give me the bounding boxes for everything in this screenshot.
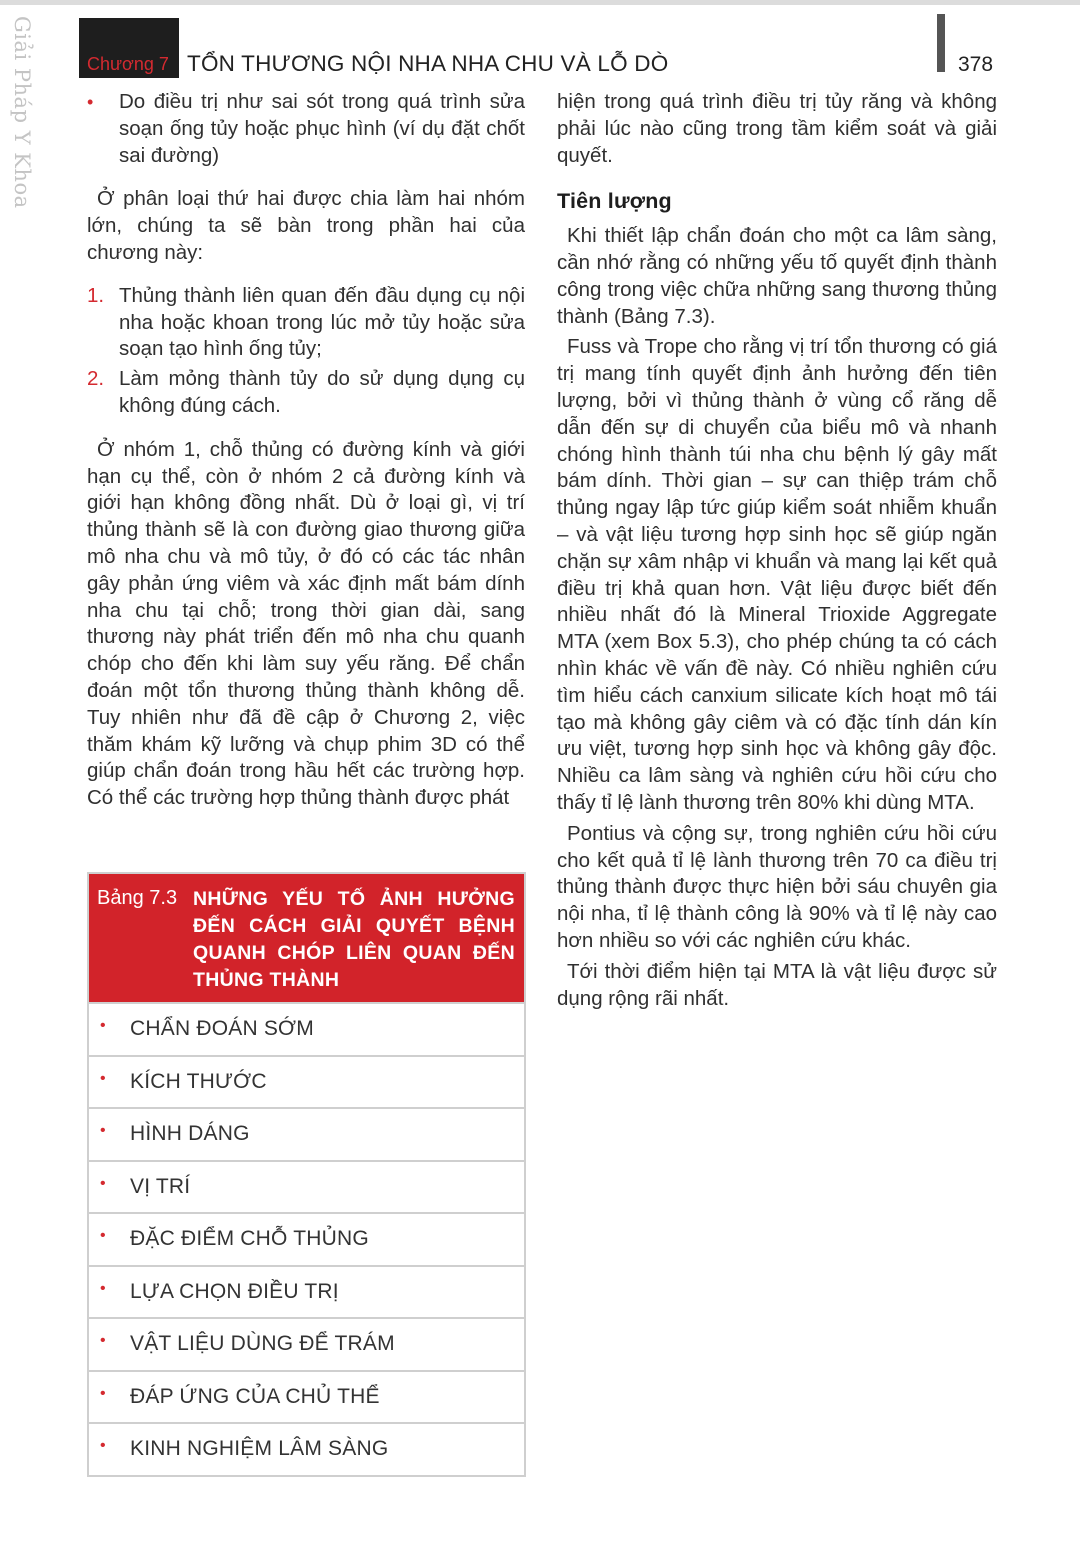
bullet-marker: • [100,1279,106,1297]
factors-table [87,872,526,1477]
table-cell: KINH NGHIỆM LÂM SÀNG [130,1437,389,1460]
paragraph: hiện trong quá trình điều trị tủy răng và không phải lúc nào cũng trong tầm kiểm soát và giải quyết. [557,90,997,167]
table-cell: ĐẶC ĐIỂM CHỖ THỦNG [130,1227,369,1250]
table-row [89,1265,524,1318]
numbered-item [87,283,525,363]
bullet-item [87,89,525,169]
table-cell: KÍCH THƯỚC [130,1069,267,1093]
table-header [89,874,524,1002]
bullet-marker: • [100,1069,106,1087]
right-column [557,89,997,1012]
paragraph: Ở phân loại thứ hai được chia làm hai nhóm lớn, chúng ta sẽ bàn trong phần hai của chương này: [87,187,525,264]
table-cell: VỊ TRÍ [130,1174,191,1198]
table-cell: ĐÁP ỨNG CỦA CHỦ THỂ [130,1384,380,1408]
chapter-label: Chương 7 [87,54,169,74]
page-number: 378 [958,53,994,76]
table-row [89,1055,524,1108]
paragraph: Tới thời điểm hiện tại MTA là vật liệu được sử dụng rộng rãi nhất. [557,959,997,1010]
numbered-item [87,366,525,420]
paragraph: Khi thiết lập chẩn đoán cho một ca lâm sàng, cần nhớ rằng có những yếu tố quyết định thành công trong việc chữa những sang thương thủng thành (Bảng 7.3). [557,224,997,328]
table-row [89,1107,524,1160]
bullet-marker: • [100,1437,106,1454]
bullet-marker: • [100,1174,106,1192]
table-cell: CHẨN ĐOÁN SỚM [130,1017,314,1040]
chapter-title: TỔN THƯƠNG NỘI NHA NHA CHU VÀ LỖ DÒ [187,51,669,76]
paragraph: Pontius và cộng sự, trong nghiên cứu hồi cứu cho kết quả tỉ lệ lành thương trên 70 ca điều trị thủng thành được thực hiện bởi sáu chuyên gia nội nha, tỉ lệ thành công là 90% và tỉ lệ này cao hơn nhiều so với các nghiên cứu khác. [557,821,997,952]
table-row [89,1212,524,1265]
paragraph: Ở nhóm 1, chỗ thủng có đường kính và giới hạn cụ thể, còn ở nhóm 2 cả đường kính và giới hạn không đồng nhất. Dù ở loại gì, vị trí thủng thành sẽ là con đường giao thương giữa mô nha chu và mô tủy, ở đó có các tác nhân gây phản ứng viêm và xác định mất bám dính nha chu tại chỗ; trong thời gian dài, sang thương này phát triển đến mô nha chu quanh chóp cho đến khi làm suy yếu răng. Để chẩn đoán một tổn thương thủng thành không dễ. Tuy nhiên như đã đề cập ở Chương 2, việc thăm khám kỹ lưỡng và chụp phim 3D có thể giúp chẩn đoán trong hầu hết các trường hợp. Có thể các trường hợp thủng thành được phát [87,437,525,810]
bullet-marker: • [100,1384,106,1402]
section-heading: Tiên lượng [557,189,672,214]
top-border [0,0,1080,5]
table-label: Bảng 7.3 [97,887,178,909]
bullet-marker: • [100,1332,106,1349]
page-header [79,18,999,78]
item-number: 1. [87,283,105,307]
bullet-marker: • [100,1227,106,1244]
bullet-marker: • [87,92,94,112]
table-row [89,1422,524,1475]
table-row [89,1317,524,1370]
table-cell: LỰA CHỌN ĐIỀU TRỊ [130,1279,339,1303]
table-title: NHỮNG YẾU TỐ ẢNH HƯỞNG ĐẾN CÁCH GIẢI QUYẾT BỆNH QUANH CHÓP LIÊN QUAN ĐẾN THỦNG THÀNH [193,888,515,991]
bullet-text: Do điều trị như sai sót trong quá trình sửa soạn ống tủy hoặc phục hình (ví dụ đặt chốt sai đường) [119,90,525,167]
table-row [89,1160,524,1213]
table-cell: VẬT LIỆU DÙNG ĐỂ TRÁM [130,1332,395,1355]
numbered-list [87,283,525,420]
bullet-marker: • [100,1017,106,1034]
item-number: 2. [87,367,105,391]
publisher-watermark: Giải Pháp Y Khoa [10,16,34,209]
paragraph: Fuss và Trope cho rằng vị trí tổn thương có giá trị mang tính quyết định ảnh hưởng đến tiên lượng, bởi vì thủng thành ở vùng cổ răng dễ dẫn đến sự di chuyển của biểu mô và nhanh chóng hình thành túi nha chu bệnh lý gây mất bám dính. Thời gian – sự can thiệp trám chỗ thủng ngay lập tức giúp kiểm soát nhiễm khuẩn – và vật liệu tương hợp sinh học sẽ giúp ngăn chặn sự xâm nhập vi khuẩn và mang lại kết quả điều trị khả quan hơn. Vật liệu được biết đến nhiều nhất đó là Mineral Trioxide Aggregate MTA (xem Box 5.3), cho phép chúng ta có cách nhìn khác về vấn đề này. Có nhiều nghiên cứu tìm hiểu cách canxium silicate kích hoạt mô tái tạo mà không gây ciêm và có đặc tính dán kín ưu việt, tương hợp sinh học và không gây độc. Nhiều ca lâm sàng và nghiên cứu hồi cứu cho thấy tỉ lệ lành thương trên 80% khi dùng MTA. [557,335,997,814]
header-divider [937,14,945,72]
item-text: Làm mỏng thành tủy do sử dụng dụng cụ không đúng cách. [119,367,525,417]
left-column [87,89,525,812]
bullet-marker: • [100,1122,106,1139]
table-row [89,1370,524,1423]
table-cell: HÌNH DÁNG [130,1122,250,1145]
item-text: Thủng thành liên quan đến đầu dụng cụ nội nha hoặc khoan trong lúc mở tủy hoặc sửa soạn tạo hình ống tủy; [119,283,525,361]
table-row [89,1002,524,1055]
